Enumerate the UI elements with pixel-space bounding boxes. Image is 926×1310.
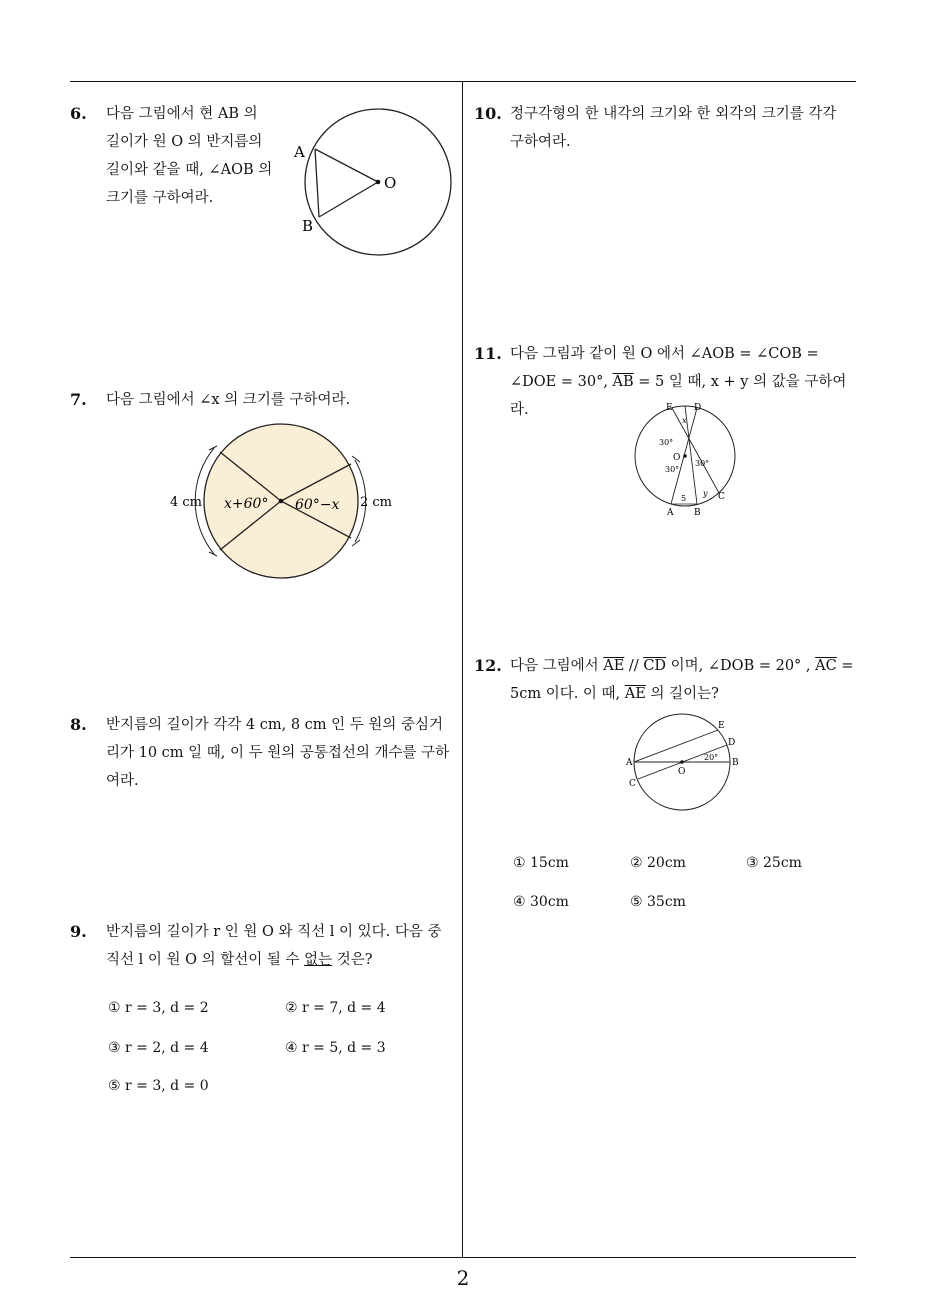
- q9-option-2[interactable]: ② r = 7, d = 4: [285, 1000, 386, 1016]
- question-number: 8.: [70, 715, 87, 734]
- question-text-line: 다음 그림과 같이 원 O 에서 ∠AOB = ∠COB =: [510, 346, 819, 362]
- question-number: 10.: [474, 104, 502, 123]
- diameter-b: [685, 406, 697, 504]
- right-angle-label: 60°−x: [295, 497, 340, 513]
- question-number: 9.: [70, 922, 87, 941]
- label-a: A: [626, 758, 633, 768]
- label-b: B: [302, 217, 314, 235]
- label-a: A: [667, 508, 674, 518]
- label-b: B: [694, 508, 701, 518]
- question-text-line: 다음 그림에서 $\overline{AE} // \overline{CD}$ 이며, ∠DOB = 20° , $\overline{AC}$ =: [510, 658, 854, 674]
- column-divider: [462, 81, 463, 1257]
- question-text-line: 정구각형의 한 내각의 크기와 한 외각의 크기를 각각: [510, 106, 837, 122]
- label-d: D: [694, 403, 702, 413]
- label-e: E: [666, 403, 673, 413]
- page-number: 2: [456, 1266, 470, 1290]
- question-text-line: 크기를 구하여라.: [106, 190, 214, 206]
- label-d: D: [728, 738, 736, 748]
- label-y: y: [703, 489, 708, 498]
- question-number: 6.: [70, 104, 87, 123]
- label-30-top: 30°: [659, 438, 674, 447]
- question-text: 다음 그림에서 ∠x 의 크기를 구하여라.: [106, 392, 351, 408]
- question-number: 11.: [474, 344, 502, 363]
- q9-option-1[interactable]: ① r = 3, d = 2: [108, 1000, 209, 1016]
- q12-option-3[interactable]: ③ 25cm: [746, 855, 802, 871]
- q9-option-4[interactable]: ④ r = 5, d = 3: [285, 1040, 386, 1056]
- label-b: B: [732, 758, 739, 768]
- question-9: [70, 918, 460, 974]
- label-x: x: [682, 416, 687, 425]
- question-text-line: 직선 l 이 원 O 의 할선이 될 수 없는 것은?: [106, 952, 373, 968]
- label-30-right: 30°: [695, 459, 710, 468]
- label-a: A: [294, 143, 305, 161]
- q9-option-5[interactable]: ⑤ r = 3, d = 0: [108, 1078, 209, 1094]
- label-o: O: [384, 174, 397, 192]
- question-text-line: 반지름의 길이가 각각 4 cm, 8 cm 인 두 원의 중심거: [106, 717, 444, 733]
- question-10: [474, 100, 859, 156]
- radius-oa: [315, 149, 378, 182]
- question-text-line: 길이가 원 O 의 반지름의: [106, 134, 263, 150]
- q9-option-3[interactable]: ③ r = 2, d = 4: [108, 1040, 209, 1056]
- label-30-mid: 30°: [665, 465, 680, 474]
- question-6: [70, 100, 310, 212]
- bottom-rule: [70, 1257, 856, 1258]
- underlined-word: 없는: [304, 952, 333, 968]
- question-number: 12.: [474, 656, 502, 675]
- question-text-line: 구하여라.: [510, 134, 571, 150]
- q7-circle-figure: [165, 420, 400, 585]
- question-number: 7.: [70, 390, 87, 409]
- q12-option-1[interactable]: ① 15cm: [513, 855, 569, 871]
- label-five: 5: [681, 494, 687, 503]
- label-o: O: [678, 767, 686, 777]
- label-angle: 20°: [704, 753, 719, 762]
- q12-option-5[interactable]: ⑤ 35cm: [630, 894, 686, 910]
- question-text-line: 여라.: [106, 773, 139, 789]
- diameter-ec: [672, 408, 719, 493]
- center-point: [376, 180, 381, 185]
- label-o: O: [673, 453, 681, 463]
- right-length-label: 2 cm: [360, 495, 393, 510]
- question-7: [70, 386, 460, 414]
- chord-ab: [315, 149, 319, 217]
- radius-ob: [319, 182, 378, 217]
- label-e: E: [718, 721, 725, 731]
- q6-circle-figure: [290, 105, 460, 260]
- left-length-label: 4 cm: [170, 495, 203, 510]
- center-point: [683, 454, 687, 458]
- left-angle-label: x+60°: [224, 496, 269, 512]
- question-12: [474, 652, 859, 708]
- question-text-line: 리가 10 cm 일 때, 이 두 원의 공통접선의 개수를 구하: [106, 745, 450, 761]
- question-text-line: 다음 그림에서 현 AB 의: [106, 106, 258, 122]
- question-text-line: 5cm 이다. 이 때, $\overline{AE}$ 의 길이는?: [510, 686, 719, 702]
- center-point: [680, 760, 684, 764]
- q12-option-4[interactable]: ④ 30cm: [513, 894, 569, 910]
- q12-option-2[interactable]: ② 20cm: [630, 855, 686, 871]
- question-text-line: 길이와 같을 때, ∠AOB 의: [106, 162, 273, 178]
- q12-circle-figure: [622, 712, 752, 816]
- question-text-line: ∠DOE = 30°, $\overline{AB} = 5$ 일 때, x + y 의 값을 구하여라.: [510, 374, 847, 418]
- top-rule: [70, 81, 856, 82]
- question-text-line: 반지름의 길이가 r 인 원 O 와 직선 l 이 있다. 다음 중: [106, 924, 442, 940]
- label-c: C: [718, 492, 725, 502]
- label-c: C: [629, 779, 636, 789]
- question-8: [70, 711, 460, 795]
- center-point: [279, 499, 284, 504]
- q11-circle-figure: [625, 400, 745, 518]
